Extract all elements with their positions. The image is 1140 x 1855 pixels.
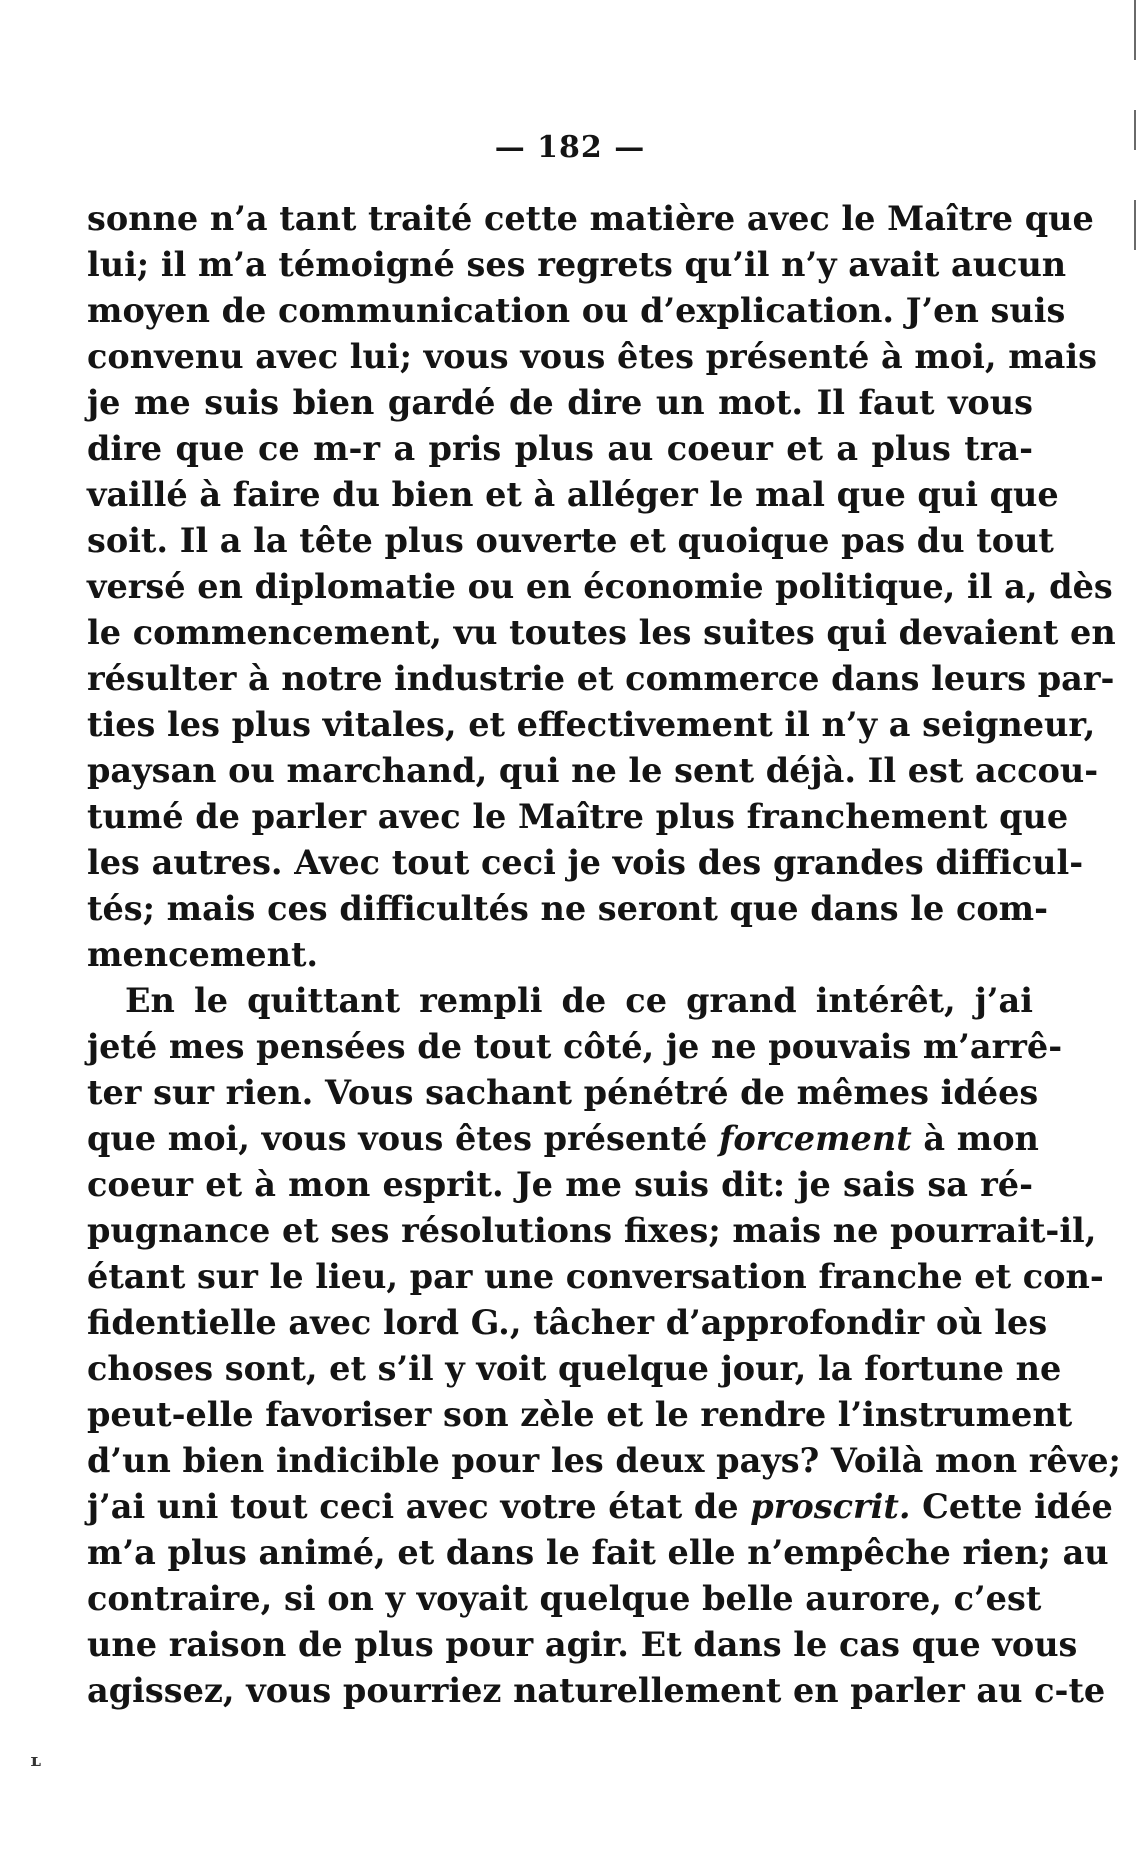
page-edge-mark bbox=[1134, 110, 1136, 150]
text-line: d’un bien indicible pour les deux pays? Voilà mon rêve; bbox=[87, 1441, 1121, 1480]
body-text bbox=[87, 196, 1121, 1714]
text-line: versé en diplomatie ou en économie politique, il a, dès bbox=[87, 567, 1113, 606]
text-line: convenu avec lui; vous vous êtes présenté à moi, mais bbox=[87, 337, 1097, 376]
line-segment: à mon bbox=[923, 1119, 1039, 1158]
text-line bbox=[87, 1484, 1113, 1530]
text-line: résulter à notre industrie et commerce dans leurs par- bbox=[87, 659, 1115, 698]
text-line: vaillé à faire du bien et à alléger le mal que qui que bbox=[87, 475, 1059, 514]
text-line: soit. Il a la tête plus ouverte et quoique pas du tout bbox=[87, 521, 1054, 560]
text-line: lui; il m’a témoigné ses regrets qu’il n’y avait aucun bbox=[87, 245, 1067, 284]
text-line: paysan ou marchand, qui ne le sent déjà. Il est accou- bbox=[87, 751, 1099, 790]
text-line: coeur et à mon esprit. Je me suis dit: je sais sa ré- bbox=[87, 1165, 1033, 1204]
text-line: jeté mes pensées de tout côté, je ne pouvais m’arrê- bbox=[87, 1027, 1063, 1066]
page-number: — 182 — bbox=[494, 130, 646, 165]
text-line: pugnance et ses résolutions fixes; mais ne pourrait-il, bbox=[87, 1211, 1097, 1250]
line-segment: Cette idée bbox=[922, 1487, 1113, 1526]
text-line: m’a plus animé, et dans le fait elle n’empêche rien; au bbox=[87, 1533, 1109, 1572]
text-line bbox=[87, 1116, 1039, 1162]
text-line: je me suis bien gardé de dire un mot. Il faut vous bbox=[87, 383, 1033, 422]
text-line: les autres. Avec tout ceci je vois des grandes difficul- bbox=[87, 843, 1084, 882]
text-line: étant sur le lieu, par une conversation franche et con- bbox=[87, 1257, 1104, 1296]
text-line: peut-elle favoriser son zèle et le rendre l’instrument bbox=[87, 1395, 1073, 1434]
italic-word: proscrit. bbox=[750, 1487, 911, 1526]
text-line: fidentielle avec lord G., tâcher d’approfondir où les bbox=[87, 1303, 1048, 1342]
text-line: ter sur rien. Vous sachant pénétré de mêmes idées bbox=[87, 1073, 1039, 1112]
line-segment: j’ai uni tout ceci avec votre état de bbox=[87, 1487, 739, 1526]
text-line: tés; mais ces difficultés ne seront que dans le com- bbox=[87, 889, 1049, 928]
text-line: dire que ce m-r a pris plus au coeur et a plus tra- bbox=[87, 429, 1033, 468]
text-line: moyen de communication ou d’explication. J’en suis bbox=[87, 291, 1066, 330]
italic-word: forcement bbox=[718, 1119, 912, 1158]
page-edge-mark bbox=[1134, 200, 1136, 250]
text-line: agissez, vous pourriez naturellement en parler au c-te bbox=[87, 1671, 1106, 1710]
text-line: mencement. bbox=[87, 935, 319, 974]
text-line: tumé de parler avec le Maître plus franchement que bbox=[87, 797, 1069, 836]
text-line: ties les plus vitales, et effectivement il n’y a seigneur, bbox=[87, 705, 1096, 744]
text-line: contraire, si on y voyait quelque belle aurore, c’est bbox=[87, 1579, 1042, 1618]
text-line: sonne n’a tant traité cette matière avec le Maître que bbox=[87, 199, 1094, 238]
line-segment: que moi, vous vous êtes présenté bbox=[87, 1119, 708, 1158]
text-line: une raison de plus pour agir. Et dans le cas que vous bbox=[87, 1625, 1078, 1664]
corner-mark: ʟ bbox=[30, 1750, 42, 1771]
paragraph-start-line: En le quittant rempli de ce grand intérêt, j’ai bbox=[125, 981, 1033, 1020]
text-line: choses sont, et s’il y voit quelque jour, la fortune ne bbox=[87, 1349, 1062, 1388]
text-line: le commencement, vu toutes les suites qui devaient en bbox=[87, 613, 1116, 652]
page-edge-mark bbox=[1134, 0, 1136, 60]
